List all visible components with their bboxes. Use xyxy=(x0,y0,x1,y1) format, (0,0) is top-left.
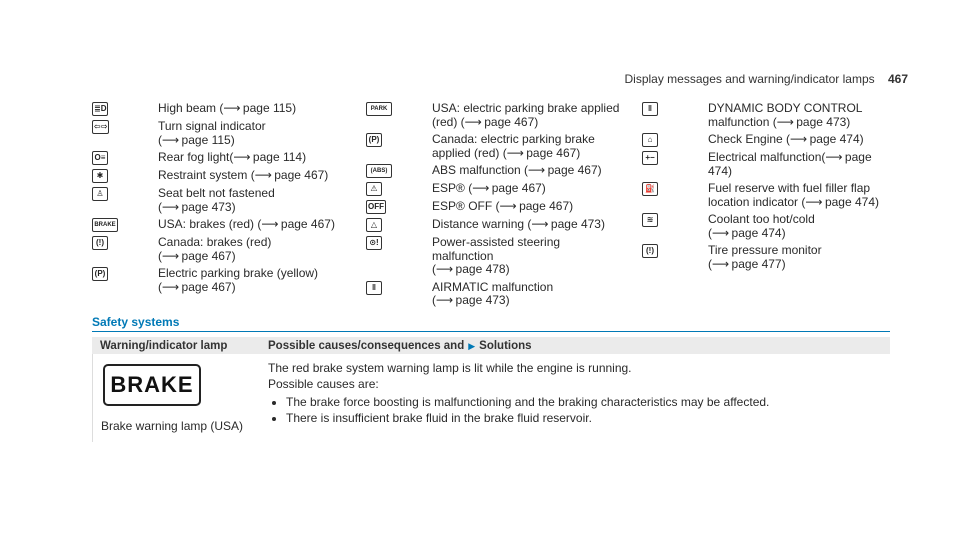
lamp-description xyxy=(432,102,621,129)
turn-signal-icon: ⇦⇨ xyxy=(92,120,109,134)
lamp-entry xyxy=(366,102,621,129)
header-title: Display messages and warning/indicator lamps xyxy=(624,72,875,86)
brake-usa-icon: BRAKE xyxy=(92,218,118,232)
seat-belt-icon: ♙ xyxy=(92,187,108,201)
brake-warning-icon: BRAKE xyxy=(103,364,201,406)
header-solutions-text: Solutions xyxy=(479,340,532,352)
electrical-malfunction-icon: +− xyxy=(642,151,658,165)
lamp-entry xyxy=(642,151,892,178)
lamp-label: ABS malfunction ( xyxy=(432,163,529,177)
lamp-entry xyxy=(92,102,342,116)
page-link[interactable]: page 473) xyxy=(455,293,510,307)
lamp-label: DYNAMIC BODY CONTROL malfunction ( xyxy=(708,101,863,129)
arrow-right-icon: ⟶ xyxy=(712,256,729,271)
page-reference[interactable] xyxy=(233,150,306,164)
lamp-label: Fuel reserve with fuel filler flap location indicator ( xyxy=(708,181,871,209)
page-link[interactable]: page 474) xyxy=(824,194,879,209)
lamp-description xyxy=(432,281,621,308)
safety-table xyxy=(92,337,890,442)
page-link[interactable]: page 467) xyxy=(526,145,581,160)
tire-pressure-icon: (!) xyxy=(642,244,658,258)
arrow-right-icon: ⟶ xyxy=(464,114,481,129)
lamp-label: High beam ( xyxy=(158,101,224,115)
causes-title: Possible causes are: xyxy=(268,377,379,391)
esp-off-icon: OFF xyxy=(366,200,386,214)
lamp-label: Turn signal indicator xyxy=(158,119,266,133)
lamp-entry xyxy=(642,133,892,147)
lamp-entry xyxy=(92,267,342,294)
arrow-right-icon: ⟶ xyxy=(162,132,179,147)
lamp-entry xyxy=(366,200,621,214)
page-link[interactable]: page 467) xyxy=(491,181,546,195)
arrow-right-icon: ⟶ xyxy=(712,225,729,240)
page-link[interactable]: page 467) xyxy=(484,114,539,129)
arrow-right-icon: ⟶ xyxy=(472,181,489,195)
page-link[interactable]: page 473) xyxy=(550,217,605,231)
lamp-label: USA: electric parking brake applied (red) ( xyxy=(432,101,620,129)
lamp-entry xyxy=(642,244,892,271)
page-reference[interactable]: (⟶ page 467) xyxy=(158,248,236,263)
lamp-description xyxy=(432,133,621,160)
section-rule xyxy=(92,331,890,332)
brake-canada-icon: (!) xyxy=(92,236,108,250)
lamp-label: Canada: electric parking brake applied (red) ( xyxy=(432,132,595,160)
list-item: • There is insufficient brake fluid in the brake fluid reservoir. xyxy=(286,410,890,426)
lamp-description xyxy=(432,218,621,232)
fuel-reserve-icon: ⛽ xyxy=(642,182,658,196)
lamp-description xyxy=(158,236,342,263)
lamp-entry xyxy=(92,169,342,183)
lamp-description xyxy=(432,182,621,196)
page-reference[interactable] xyxy=(261,217,335,231)
header-lamp: Warning/indicator lamp xyxy=(100,340,228,352)
table-row xyxy=(92,354,890,442)
page-reference[interactable] xyxy=(507,146,581,160)
lamp-description xyxy=(158,187,342,214)
check-engine-icon: ⌂ xyxy=(642,133,658,147)
causes-list xyxy=(268,394,890,426)
lamp-entry xyxy=(92,187,342,214)
abs-icon: (ABS) xyxy=(366,164,392,178)
lamp-entry xyxy=(92,218,342,232)
page-link[interactable]: page 477) xyxy=(731,256,786,271)
header-causes xyxy=(260,337,890,354)
page-reference[interactable]: (⟶ page 473) xyxy=(158,199,236,214)
page-reference[interactable] xyxy=(500,199,574,213)
lamp-description xyxy=(432,164,621,178)
lamp-description xyxy=(432,236,621,277)
page-number: 467 xyxy=(887,72,908,86)
page-reference[interactable]: (⟶ page 478) xyxy=(432,262,510,276)
airmatic-icon: ǁ xyxy=(366,281,382,295)
causes-cell xyxy=(260,354,890,442)
lamp-description xyxy=(158,151,342,165)
arrow-right-icon: ⟶ xyxy=(436,293,453,307)
lamp-description xyxy=(158,169,342,183)
lamp-entry xyxy=(366,182,621,196)
arrow-right-icon: ⟶ xyxy=(223,101,240,115)
parking-brake-canada-icon: (P) xyxy=(366,133,382,147)
arrow-right-icon: ⟶ xyxy=(805,194,822,209)
lamp-description xyxy=(158,120,342,147)
lamp-label: ESP® ( xyxy=(432,181,473,195)
page-link[interactable]: page 473) xyxy=(181,199,236,214)
lamp-description xyxy=(158,267,342,294)
page-link[interactable]: page 474) xyxy=(708,150,872,178)
lamp-entry xyxy=(642,182,892,209)
page-reference[interactable] xyxy=(472,181,546,195)
lamp-description xyxy=(158,218,342,232)
lamp-entry xyxy=(366,236,621,277)
lamp-entry xyxy=(366,164,621,178)
arrow-right-icon: ⟶ xyxy=(162,279,179,294)
rear-fog-light-icon: O≡ xyxy=(92,151,108,165)
electric-parking-brake-yellow-icon: (P) xyxy=(92,267,108,281)
arrow-right-icon: ⟶ xyxy=(233,150,250,164)
lamp-label: Seat belt not fastened xyxy=(158,186,275,200)
lamp-description xyxy=(708,102,892,129)
lamp-label: Electric parking brake (yellow) xyxy=(158,266,319,280)
page-reference[interactable]: (⟶ page 473) xyxy=(432,293,510,307)
page-link[interactable]: page 115) xyxy=(242,101,297,115)
page-reference[interactable] xyxy=(223,101,296,115)
page-header xyxy=(625,72,909,86)
lamp-label: Check Engine ( xyxy=(708,132,791,146)
list-item: • The brake force boosting is malfunctioning and the braking characteristics may be affected. xyxy=(286,394,890,410)
intro-text: The red brake system warning lamp is lit while the engine is running. xyxy=(268,361,632,375)
esp-icon: ⚠ xyxy=(366,182,382,196)
high-beam-icon: ≣D xyxy=(92,102,108,116)
arrow-right-icon: ⟶ xyxy=(261,217,278,231)
page-reference[interactable] xyxy=(805,195,879,209)
page-link[interactable]: page 467) xyxy=(274,168,329,182)
arrow-right-icon: ⟶ xyxy=(254,168,271,182)
arrow-right-icon: ⟶ xyxy=(776,114,793,129)
page-link[interactable]: page 478) xyxy=(455,262,510,276)
arrow-right-icon: ⟶ xyxy=(506,145,523,160)
lamp-entry xyxy=(366,281,621,308)
table-header xyxy=(92,337,890,354)
lamp-description xyxy=(432,200,621,214)
lamp-description xyxy=(708,244,892,271)
lamp-cell xyxy=(92,354,260,442)
page-reference[interactable] xyxy=(790,132,864,146)
lamp-caption: Brake warning lamp (USA) xyxy=(101,419,244,433)
page-link[interactable]: page 115) xyxy=(181,132,235,147)
page-link[interactable]: page 473) xyxy=(796,114,851,129)
lamp-column-3 xyxy=(642,102,892,275)
arrow-right-icon: ⟶ xyxy=(825,150,842,164)
lamp-label: ESP® OFF ( xyxy=(432,199,500,213)
lamp-label: AIRMATIC malfunction xyxy=(432,279,554,294)
arrow-right-icon: ⟶ xyxy=(499,199,516,213)
lamp-description xyxy=(158,102,342,116)
page-reference[interactable] xyxy=(777,115,851,129)
page-link[interactable]: page 467) xyxy=(280,217,335,231)
page-reference[interactable]: (⟶ page 115) xyxy=(158,132,235,147)
lamp-label: Distance warning ( xyxy=(432,217,532,231)
page-reference[interactable] xyxy=(528,163,602,177)
section-title: Safety systems xyxy=(92,315,180,329)
dynamic-body-control-icon: ǁ xyxy=(642,102,658,116)
page-link[interactable]: page 474) xyxy=(731,225,786,240)
page-link[interactable]: page 467) xyxy=(181,279,236,294)
lamp-entry xyxy=(366,218,621,232)
lamp-label: Power-assisted steering malfunction xyxy=(432,235,561,263)
park-icon: PARK xyxy=(366,102,392,116)
lamp-description xyxy=(708,213,892,240)
lamp-description xyxy=(708,182,892,209)
page-reference[interactable]: (⟶ page 474) xyxy=(708,225,786,240)
page-reference[interactable]: (⟶ page 467) xyxy=(158,279,236,294)
page-link[interactable]: page 114) xyxy=(252,150,307,164)
arrow-right-icon: ⟶ xyxy=(436,262,453,276)
lamp-column-2 xyxy=(366,102,621,312)
arrow-right-icon: ▶ xyxy=(468,341,476,351)
arrow-right-icon: ⟶ xyxy=(162,199,179,214)
lamp-column-1 xyxy=(92,102,342,298)
page-reference[interactable]: (⟶ page 477) xyxy=(708,256,786,271)
page-link[interactable]: page 467) xyxy=(181,248,236,263)
lamp-description xyxy=(708,133,892,147)
lamp-entry xyxy=(92,236,342,263)
restraint-system-icon: ✱ xyxy=(92,169,108,183)
arrow-right-icon: ⟶ xyxy=(531,217,548,231)
page-link[interactable]: page 474) xyxy=(809,132,864,146)
arrow-right-icon: ⟶ xyxy=(162,248,179,263)
lamp-entry xyxy=(92,120,342,147)
lamp-entry xyxy=(642,102,892,129)
page-link[interactable]: page 467) xyxy=(547,163,602,177)
lamp-label: Restraint system ( xyxy=(158,168,255,182)
page-reference[interactable] xyxy=(255,168,329,182)
arrow-right-icon: ⟶ xyxy=(528,163,545,177)
lamp-entry xyxy=(92,151,342,165)
lamp-description xyxy=(708,151,892,178)
lamp-label: Electrical malfunction( xyxy=(708,150,826,164)
arrow-right-icon: ⟶ xyxy=(790,132,807,146)
coolant-icon: ≋ xyxy=(642,213,658,227)
page-link[interactable]: page 467) xyxy=(519,199,574,213)
lamp-label: Coolant too hot/cold xyxy=(708,212,815,226)
page-reference[interactable] xyxy=(465,115,539,129)
lamp-entry xyxy=(366,133,621,160)
lamp-label: Canada: brakes (red) xyxy=(158,235,272,249)
lamp-label: USA: brakes (red) ( xyxy=(158,217,262,231)
page-reference[interactable] xyxy=(531,217,605,231)
lamp-label: Tire pressure monitor xyxy=(708,243,822,257)
power-steering-icon: ⊙! xyxy=(366,236,382,250)
lamp-label: Rear fog light( xyxy=(158,150,234,164)
lamp-entry xyxy=(642,213,892,240)
header-causes-text: Possible causes/consequences and xyxy=(268,340,465,352)
distance-warning-icon: △ xyxy=(366,218,382,232)
